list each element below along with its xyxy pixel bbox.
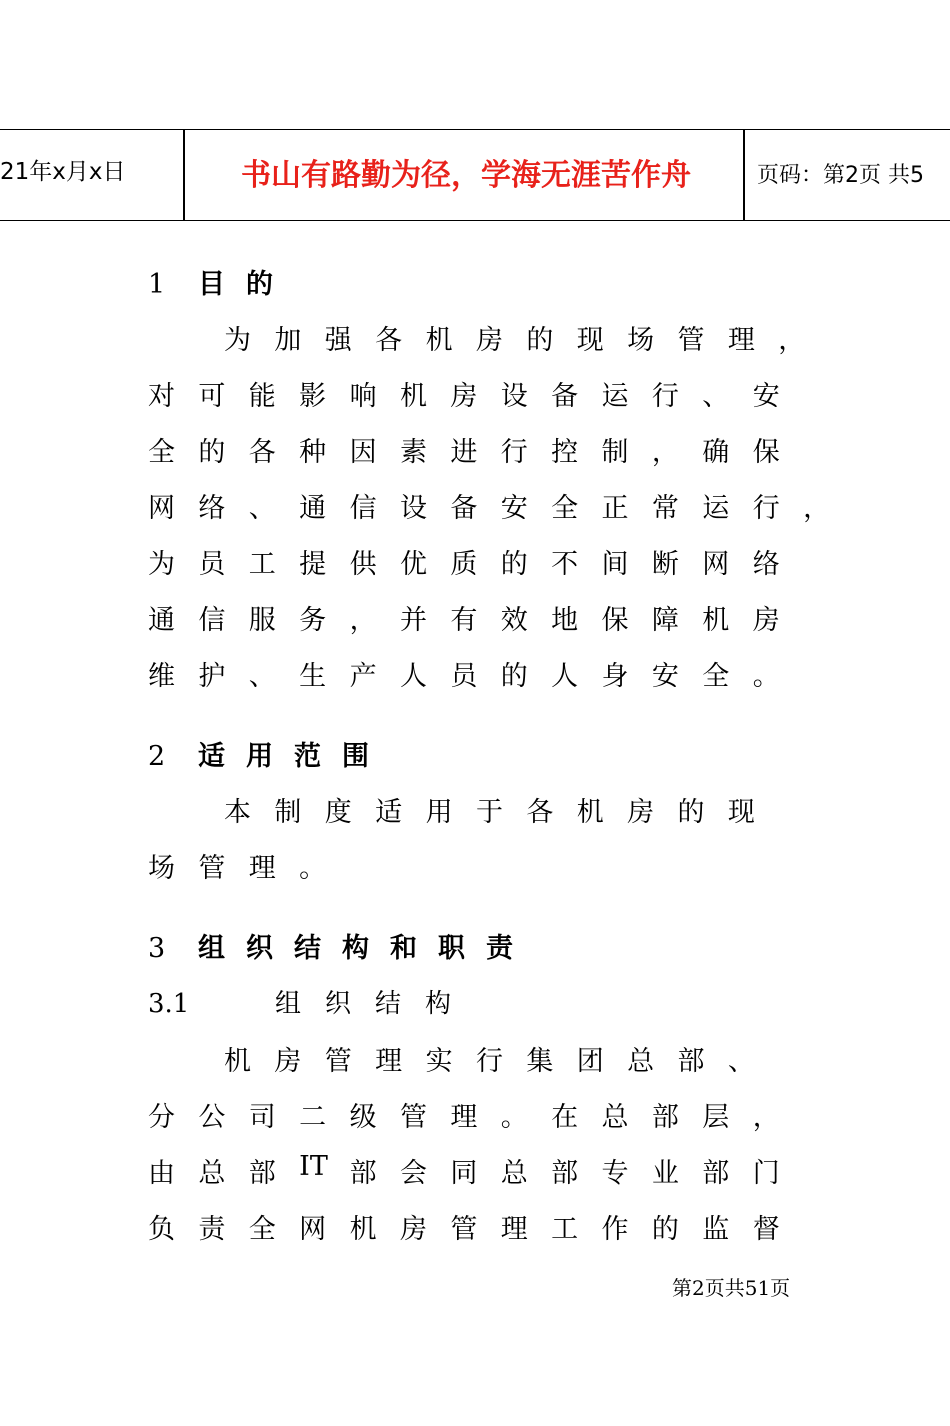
- paragraph-line: 通 信 服 务 ， 并 有 效 地 保 障 机 房: [148, 605, 780, 636]
- paragraph-line: 由 总 部 IT 部 会 同 总 部 专 业 部 门: [148, 1151, 780, 1189]
- paragraph-line: 本 制 度 适 用 于 各 机 房 的 现: [224, 797, 755, 828]
- section-title: 目的: [198, 269, 294, 300]
- paragraph-line: 为 员 工 提 供 优 质 的 不 间 断 网 络: [148, 549, 780, 580]
- section-title: 适用范围: [198, 741, 390, 772]
- subsection-heading: [148, 983, 475, 1020]
- header-divider: [743, 130, 745, 220]
- paragraph-line: 为 加 强 各 机 房 的 现 场 管 理 ，: [224, 325, 806, 356]
- section-number: 1: [148, 269, 166, 300]
- paragraph-line: 机 房 管 理 实 行 集 团 总 部 、: [224, 1046, 755, 1077]
- page-footer: 第2页共51页: [672, 1276, 791, 1300]
- section-heading: [148, 262, 294, 301]
- section-number: 2: [148, 741, 166, 772]
- paragraph-line: 网 络 、 通 信 设 备 安 全 正 常 运 行 ，: [148, 493, 831, 524]
- header-divider: [183, 130, 185, 220]
- section-title: 组织结构和职责: [198, 933, 534, 964]
- paragraph-line: 全 的 各 种 因 素 进 行 控 制 ， 确 保: [148, 437, 780, 468]
- header-motto: 书山有路勤为径，学海无涯苦作舟: [241, 158, 691, 193]
- paragraph-line: 负 责 全 网 机 房 管 理 工 作 的 监 督: [148, 1214, 780, 1245]
- section-number: 3: [148, 933, 166, 964]
- subsection-number: 3.1: [148, 989, 190, 1019]
- paragraph-line: 分 公 司 二 级 管 理 。 在 总 部 层 ，: [148, 1102, 780, 1133]
- section-heading: [148, 926, 534, 965]
- paragraph-line: 维 护 、 生 产 人 员 的 人 身 安 全 。: [148, 661, 780, 692]
- paragraph-line: 场 管 理 。: [148, 853, 327, 884]
- paragraph-line: 对 可 能 影 响 机 房 设 备 运 行 、 安: [148, 381, 780, 412]
- page-header: [0, 129, 950, 221]
- section-heading: [148, 734, 390, 773]
- header-date: 21年x月x日: [0, 159, 126, 185]
- header-page-number: 页码：第2页 共5: [757, 163, 924, 188]
- subsection-title: 组织结构: [275, 989, 476, 1019]
